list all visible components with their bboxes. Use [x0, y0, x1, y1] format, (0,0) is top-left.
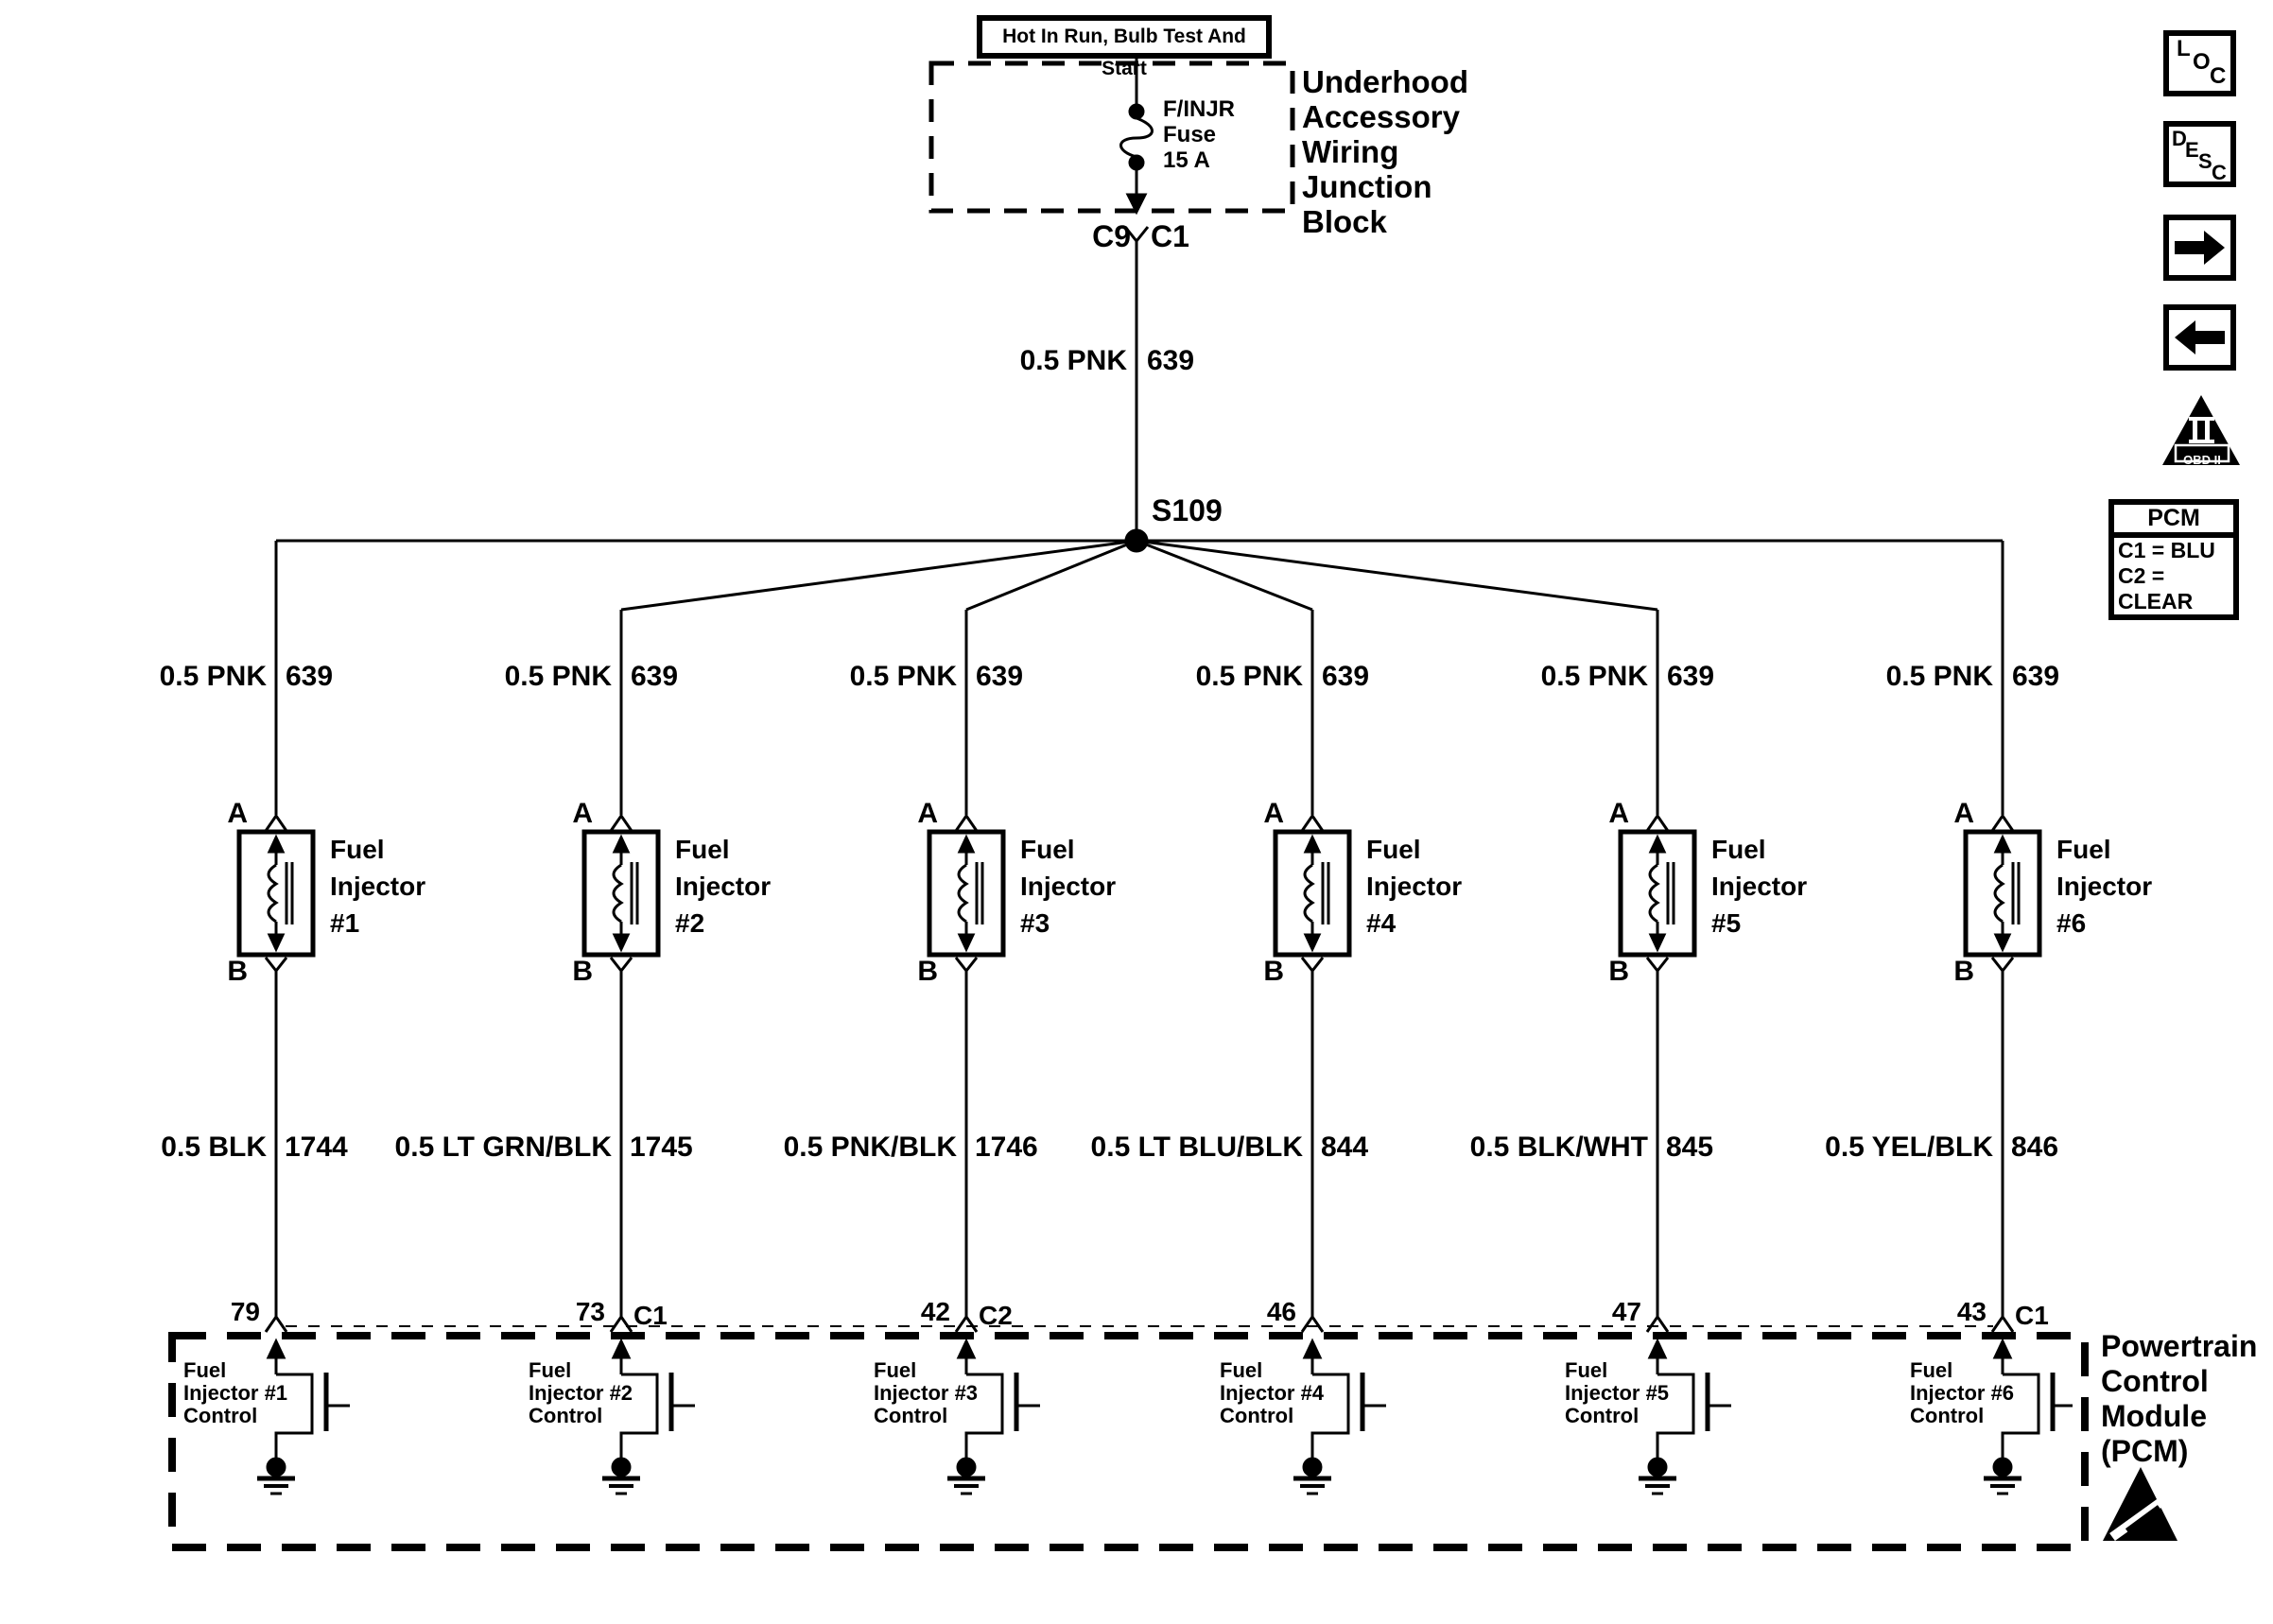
b6-pcm-l2: Injector #6	[1910, 1381, 2015, 1405]
b1-pin: 79	[230, 1297, 260, 1326]
b5-inj-l1: Fuel	[1711, 835, 1766, 864]
pcm-title	[2101, 1329, 2257, 1469]
b4-lower-circuit: 844	[1321, 1132, 1369, 1163]
b5-pcm-l3: Control	[1565, 1404, 1640, 1427]
b6-pin-connector: C1	[2015, 1301, 2049, 1330]
fuse-name: F/INJR	[1163, 96, 1236, 122]
b3-wire-color: 0.5 PNK	[849, 661, 957, 692]
loc-letter-o: O	[2193, 49, 2211, 75]
b2-injector-name	[675, 831, 771, 942]
b4-pcm-l1: Fuel	[1220, 1358, 1263, 1382]
b5-injector-name	[1711, 831, 1807, 942]
b3-injector-name	[1020, 831, 1116, 942]
b1-terminal-b: B	[227, 956, 248, 987]
esd-warning-icon	[2103, 1467, 2178, 1541]
b3-inj-l2: Injector	[1020, 872, 1117, 901]
b1-pcm-l2: Injector #1	[183, 1381, 288, 1405]
b6-terminal-b: B	[1953, 956, 1974, 987]
b1-inj-l3: #1	[330, 908, 360, 938]
b1-pcm-cell	[183, 1359, 287, 1427]
b6-lower-circuit: 846	[2011, 1132, 2059, 1163]
connector-c9-label: C9	[1092, 219, 1131, 253]
fuse-label	[1163, 96, 1235, 173]
obd2-label: OBD II	[2183, 453, 2221, 467]
b2-wire-circuit: 639	[631, 661, 679, 692]
b6-injector-name	[2056, 831, 2152, 942]
b5-pcm-l1: Fuel	[1565, 1358, 1608, 1382]
b1-pcm-l3: Control	[183, 1404, 258, 1427]
b4-inj-l2: Injector	[1366, 872, 1463, 901]
b3-lower-color: 0.5 PNK/BLK	[783, 1132, 957, 1163]
b5-wire-color: 0.5 PNK	[1540, 661, 1648, 692]
feed-wire-color: 0.5 PNK	[1019, 345, 1127, 376]
b1-wire-color: 0.5 PNK	[159, 661, 267, 692]
b4-inj-l1: Fuel	[1366, 835, 1421, 864]
pcm-connector-legend	[2108, 499, 2239, 620]
b2-pin: 73	[575, 1297, 605, 1326]
b6-inj-l2: Injector	[2056, 872, 2153, 901]
b4-wire-color: 0.5 PNK	[1195, 661, 1303, 692]
legend-row-c2: C2 = CLEAR	[2118, 563, 2194, 613]
b6-pcm-cell	[1910, 1359, 2014, 1427]
b5-pcm-l2: Injector #5	[1565, 1381, 1670, 1405]
b2-wire-color: 0.5 PNK	[504, 661, 612, 692]
b1-inj-l1: Fuel	[330, 835, 385, 864]
b1-inj-l2: Injector	[330, 872, 426, 901]
b3-pcm-l1: Fuel	[874, 1358, 917, 1382]
b2-lower-color: 0.5 LT GRN/BLK	[394, 1132, 612, 1163]
pcm-title-l4: (PCM)	[2101, 1434, 2189, 1468]
pcm-title-l3: Module	[2101, 1399, 2207, 1433]
connector-c1-label: C1	[1151, 219, 1189, 253]
legend-row-c1: C1 = BLU	[2118, 538, 2215, 562]
b3-pcm-l3: Control	[874, 1404, 948, 1427]
b6-pcm-l1: Fuel	[1910, 1358, 1953, 1382]
feed-wire-circuit: 639	[1147, 345, 1195, 376]
b5-pin: 47	[1611, 1297, 1641, 1326]
desc-letter-c: C	[2212, 161, 2227, 184]
b2-pcm-l2: Injector #2	[529, 1381, 633, 1405]
b4-pcm-l2: Injector #4	[1220, 1381, 1325, 1405]
b2-inj-l2: Injector	[675, 872, 772, 901]
b2-pin-connector: C1	[633, 1301, 668, 1330]
b5-lower-circuit: 845	[1666, 1132, 1714, 1163]
pcm-outline	[172, 1336, 2085, 1547]
junction-line-5: Block	[1302, 204, 1387, 239]
pcm-title-l1: Powertrain	[2101, 1329, 2258, 1363]
b5-terminal-b: B	[1608, 956, 1629, 987]
b2-lower-circuit: 1745	[630, 1132, 693, 1163]
b1-terminal-a: A	[227, 798, 248, 829]
loc-letter-c: C	[2210, 63, 2227, 89]
b3-lower-circuit: 1746	[975, 1132, 1038, 1163]
b6-wire-circuit: 639	[2012, 661, 2060, 692]
legend-title: PCM	[2114, 505, 2233, 538]
junction-line-3: Wiring	[1302, 134, 1399, 169]
b1-pcm-l1: Fuel	[183, 1358, 227, 1382]
b1-lower-circuit: 1744	[285, 1132, 348, 1163]
junction-line-4: Junction	[1302, 169, 1432, 204]
b2-inj-l1: Fuel	[675, 835, 730, 864]
b2-terminal-b: B	[572, 956, 593, 987]
b1-lower-color: 0.5 BLK	[161, 1132, 267, 1163]
b6-inj-l1: Fuel	[2056, 835, 2111, 864]
b1-wire-circuit: 639	[286, 661, 334, 692]
b3-pin: 42	[920, 1297, 950, 1326]
b6-pcm-l3: Control	[1910, 1404, 1985, 1427]
b6-terminal-a: A	[1953, 798, 1974, 829]
b3-pcm-l2: Injector #3	[874, 1381, 979, 1405]
junction-line-1: Underhood	[1302, 64, 1468, 99]
b6-pin: 43	[1956, 1297, 1987, 1326]
b3-pin-connector: C2	[979, 1301, 1013, 1330]
b6-lower-color: 0.5 YEL/BLK	[1825, 1132, 1993, 1163]
b3-pcm-cell	[874, 1359, 978, 1427]
b3-terminal-b: B	[917, 956, 938, 987]
b2-terminal-a: A	[572, 798, 593, 829]
next-page-button[interactable]	[2163, 215, 2236, 281]
pcm-title-l2: Control	[2101, 1364, 2209, 1398]
desc-letter-d: D	[2172, 127, 2187, 150]
junction-block-outline	[931, 63, 1293, 211]
b2-inj-l3: #2	[675, 908, 705, 938]
b3-wire-circuit: 639	[976, 661, 1024, 692]
description-button[interactable]	[2163, 121, 2236, 187]
b5-terminal-a: A	[1608, 798, 1629, 829]
fuse-word: Fuse	[1163, 122, 1217, 147]
b3-inj-l1: Fuel	[1020, 835, 1075, 864]
b1-injector-name	[330, 831, 425, 942]
b4-terminal-b: B	[1263, 956, 1284, 987]
b2-pcm-l1: Fuel	[529, 1358, 572, 1382]
b2-pcm-l3: Control	[529, 1404, 603, 1427]
b4-pcm-l3: Control	[1220, 1404, 1294, 1427]
b5-pcm-cell	[1565, 1359, 1669, 1427]
b4-inj-l3: #4	[1366, 908, 1397, 938]
b2-pcm-cell	[529, 1359, 633, 1427]
b5-lower-color: 0.5 BLK/WHT	[1469, 1132, 1648, 1163]
location-button[interactable]	[2163, 30, 2236, 96]
b3-inj-l3: #3	[1020, 908, 1050, 938]
previous-page-button[interactable]	[2163, 304, 2236, 371]
b5-wire-circuit: 639	[1667, 661, 1715, 692]
b3-terminal-a: A	[917, 798, 938, 829]
b4-lower-color: 0.5 LT BLU/BLK	[1090, 1132, 1303, 1163]
b6-inj-l3: #6	[2056, 908, 2087, 938]
splice-s109-label: S109	[1152, 493, 1223, 527]
b4-pin: 46	[1266, 1297, 1296, 1326]
loc-letter-l: L	[2177, 36, 2191, 61]
b4-terminal-a: A	[1263, 798, 1284, 829]
b4-wire-circuit: 639	[1322, 661, 1370, 692]
b4-pcm-cell	[1220, 1359, 1324, 1427]
hot-in-run-label: Hot In Run, Bulb Test And Start	[977, 15, 1272, 59]
b5-inj-l3: #5	[1711, 908, 1742, 938]
b5-inj-l2: Injector	[1711, 872, 1808, 901]
junction-line-2: Accessory	[1302, 99, 1460, 134]
c9-c1-connector-symbol	[1125, 227, 1148, 530]
desc-letter-s: S	[2198, 149, 2212, 173]
fuse-rating: 15 A	[1163, 147, 1210, 173]
b4-injector-name	[1366, 831, 1462, 942]
b6-wire-color: 0.5 PNK	[1885, 661, 1993, 692]
desc-letter-e: E	[2185, 138, 2199, 162]
